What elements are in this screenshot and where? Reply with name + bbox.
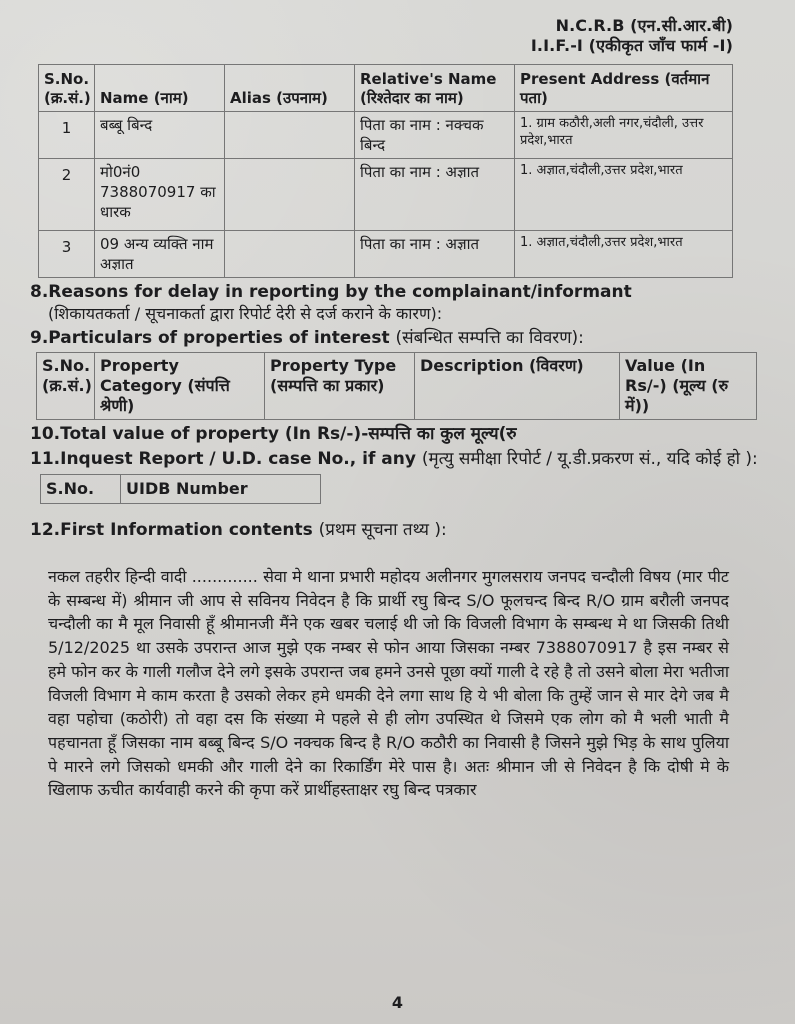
section-11-title-hindi: (मृत्यु समीक्षा रिपोर्ट / यू.डी.प्रकरण सं., यदि कोई हो ): xyxy=(421,449,758,469)
section-11-title-text: 11.Inquest Report / U.D. case No., if any xyxy=(30,449,416,469)
first-information-content: नकल तहरीर हिन्दी वादी ............. सेवा मे थाना प्रभारी महोदय अलीनगर मुगलसराय जनपद चन्दौली विषय (मार पीट के सम्बन्ध में) श्रीमान जी आप से सविनय निवेदन है कि प्रार्थी रघु बिन्द S/O फूलचन्द बिन्द R/O ग्राम बरौली जनपद चन्दौली का मै मूल निवासी हूँ श्रीमानजी मैंने एक खबर चलाई थी जो कि विजली विभाग के सम्बन्ध मे था जिसकी तिथी 5/12/2025 था उसके उपरान्त आज मुझे एक नम्बर से फोन आया जिसका नम्बर 7388070917 है इस नम्बर से हमे फोन कर के गाली गलौज देने लगे इसके उपरान्त जब हमने उनसे पूछा क्यों गाली दे रहे है तो उसने बोला मेरा भतीजा विजली विभाग मे काम करता है उसको लेकर हमे धमकी देने लगा साथ हि ये भी बोला कि तुम्हें जान से मार देगे जब मै वहा पहोचा (कठोरी) तो वहा दस कि संख्या मे पहले से ही लोग उपस्थित थे जिसमे एक लोग को मै भली भाती मै पहचानता हूँ जिसका नाम बब्बू बिन्द S/O नक्चक बिन्द है R/O कठौरी का निवासी है जिसने मुझे भिड़ के साथ पुलिया पे मारने लगे जिसको धमकी और गाली देने का रिकार्डिंग मेरे पास है। अतः श्रीमान जी से निवेदन है कि दोषी मे के खिलाफ ऊचीत कार्यवाही करने की कृपा करें प्रार्थीहस्ताक्षर रघु बिन्द पत्रकार xyxy=(48,567,729,800)
person-relative: पिता का नाम : अज्ञात xyxy=(355,231,515,278)
properties-table xyxy=(36,352,757,420)
person-alias xyxy=(225,231,355,278)
person-name: बब्बू बिन्द xyxy=(95,112,225,159)
person-alias xyxy=(225,159,355,231)
property-header-description: Description (विवरण) xyxy=(415,353,620,420)
properties-table-header-row xyxy=(37,353,757,420)
property-header-type: Property Type (सम्पत्ति का प्रकार) xyxy=(265,353,415,420)
section-9-title-hindi: (संबन्धित सम्पत्ति का विवरण): xyxy=(395,328,584,348)
inquest-table xyxy=(40,474,321,504)
property-header-category: Property Category (संपत्ति श्रेणी) xyxy=(95,353,265,420)
inquest-header-uidb: UIDB Number xyxy=(121,475,321,504)
iif-label: I.I.F.-I (एकीकृत जाँच फार्म -I) xyxy=(530,36,733,55)
person-address: 1. अज्ञात,चंदौली,उत्तर प्रदेश,भारत xyxy=(515,231,733,278)
property-header-value: Value (In Rs/-) (मूल्य (रु में)) xyxy=(620,353,757,420)
table-row xyxy=(39,231,733,278)
person-relative: पिता का नाम : अज्ञात xyxy=(355,159,515,231)
header-name: Name (नाम) xyxy=(95,65,225,112)
section-8-title: 8.Reasons for delay in reporting by the complainant/informant xyxy=(30,282,632,302)
section-9-title xyxy=(30,328,765,349)
person-address: 1. अज्ञात,चंदौली,उत्तर प्रदेश,भारत xyxy=(515,159,733,231)
section-12-title-text: 12.First Information contents xyxy=(30,520,313,540)
form-header xyxy=(30,16,733,56)
table-row xyxy=(39,112,733,159)
accused-persons-table xyxy=(38,64,733,278)
inquest-table-header-row xyxy=(41,475,321,504)
section-11-title xyxy=(30,449,765,470)
person-relative: पिता का नाम : नक्चक बिन्द xyxy=(355,112,515,159)
person-sno: 2 xyxy=(39,159,95,231)
person-alias xyxy=(225,112,355,159)
header-present-address: Present Address (वर्तमान पता) xyxy=(515,65,733,112)
section-8-subtitle: (शिकायतकर्ता / सूचनाकर्ता द्वारा रिपोर्ट देरी से दर्ज कराने के कारण): xyxy=(48,304,443,323)
header-sno: S.No. (क्र.सं.) xyxy=(39,65,95,112)
ncrb-label: N.C.R.B (एन.सी.आर.बी) xyxy=(555,16,733,35)
section-12-title-hindi: (प्रथम सूचना तथ्य ): xyxy=(318,520,447,540)
section-9-title-text: 9.Particulars of properties of interest xyxy=(30,328,390,348)
header-alias: Alias (उपनाम) xyxy=(225,65,355,112)
person-sno: 3 xyxy=(39,231,95,278)
section-12-title xyxy=(30,520,765,541)
section-10-title: 10.Total value of property (In Rs/-)-सम्पत्ति का कुल मूल्य(रु xyxy=(30,424,517,444)
person-name: 09 अन्य व्यक्ति नाम अज्ञात xyxy=(95,231,225,278)
person-name: मो0नं0 7388070917 का धारक xyxy=(95,159,225,231)
table-row xyxy=(39,159,733,231)
header-relative-name: Relative's Name (रिश्तेदार का नाम) xyxy=(355,65,515,112)
property-header-sno: S.No. (क्र.सं.) xyxy=(37,353,95,420)
inquest-header-sno: S.No. xyxy=(41,475,121,504)
person-sno: 1 xyxy=(39,112,95,159)
persons-table-header-row xyxy=(39,65,733,112)
person-address: 1. ग्राम कठौरी,अली नगर,चंदौली, उत्तर प्रदेश,भारत xyxy=(515,112,733,159)
page-number: 4 xyxy=(391,993,404,1012)
